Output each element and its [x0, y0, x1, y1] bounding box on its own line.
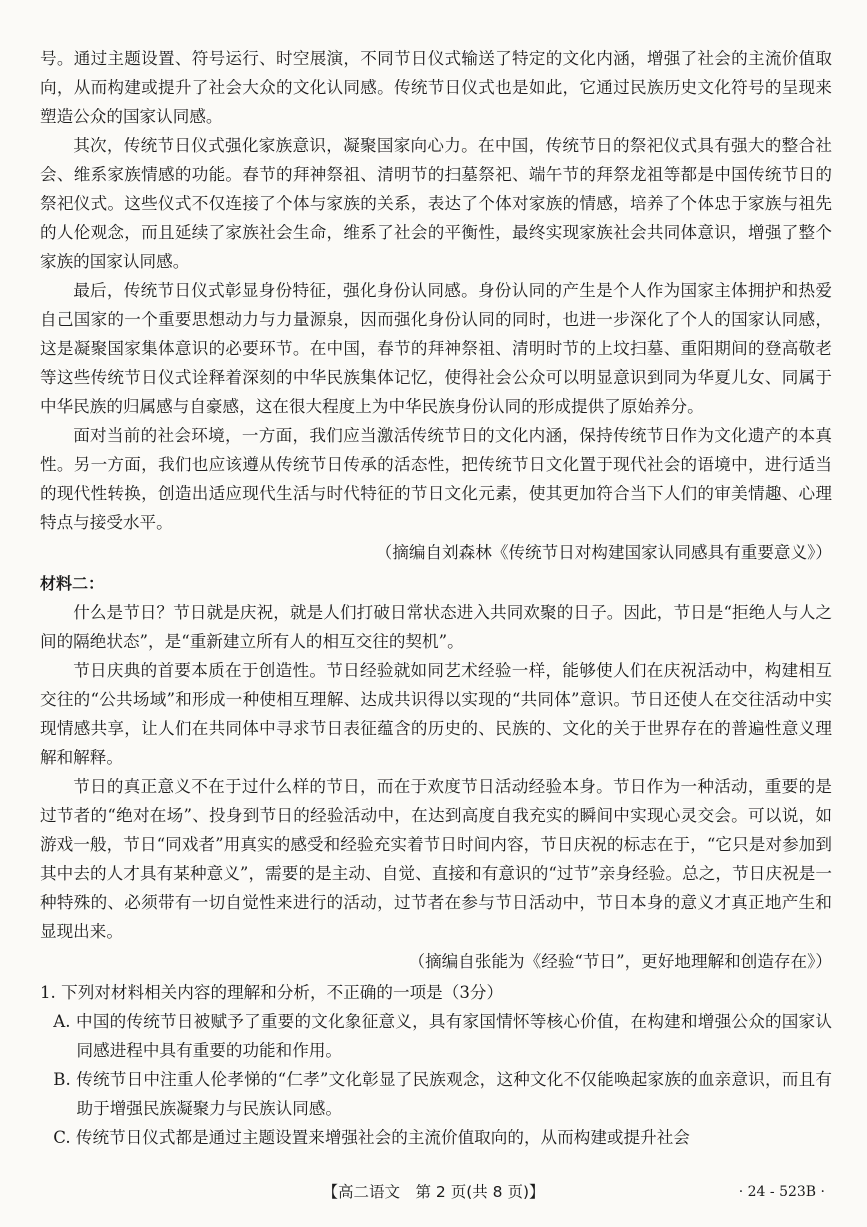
material1-paragraph: 其次，传统节日仪式强化家族意识，凝聚国家向心力。在中国，传统节日的祭祀仪式具有强大的整合社会、维系家族情感的功能。春节的拜神祭祖、清明节的扫墓祭祀、端午节的拜祭龙祖等都是中国传统节日的祭祀仪式。这些仪式不仅连接了个体与家族的关系，表达了个体对家族的情感，培养了个体忠于家族与祖先的人伦观念，而且延续了家族社会生命，维系了社会的平衡性，最终实现家族社会共同体意识，增强了整个家族的国家认同感。: [40, 136, 832, 271]
page-footer: [0, 1180, 867, 1210]
option-c: C. 传统节日仪式都是通过主题设置来增强社会的主流价值取向的，从而构建或提升社会: [53, 1128, 690, 1147]
material1-source: （摘编自刘森林《传统节日对构建国家认同感具有重要意义》）: [375, 543, 832, 562]
material2-paragraph: 节日的真正意义不在于过什么样的节日，而在于欢度节日活动经验本身。节日作为一种活动，重要的是过节者的“绝对在场”、投身到节日的经验活动中，在达到高度自我充实的瞬间中实现心灵交会。可以说，如游戏一般，节日“同戏者”用真实的感受和经验充实着节日时间内容，节日庆祝的标志在于，“它只是对参加到其中去的人才具有某种意义”，需要的是主动、自觉、直接和有意识的“过节”亲身经验。总之，节日庆祝是一种特殊的、必须带有一切自觉性来进行的活动，过节者在参与节日活动中，节日本身的意义才真正地产生和显现出来。: [40, 777, 832, 941]
footer-exam-code: · 24 - 523B ·: [738, 1184, 825, 1200]
page-content: [40, 44, 832, 1152]
material1-paragraph: 最后，传统节日仪式彰显身份特征，强化身份认同感。身份认同的产生是个人作为国家主体拥护和热爱自己国家的一个重要思想动力与力量源泉，因而强化身份认同的同时，也进一步深化了个人的国家认同感，这是凝聚国家集体意识的必要环节。在中国，春节的拜神祭祖、清明时节的上坟扫墓、重阳期间的登高敬老等这些传统节日仪式诠释着深刻的中华民族集体记忆，使得社会公众可以明显意识到同为华夏儿女、同属于中华民族的归属感与自豪感，这在很大程度上为中华民族身份认同的形成提供了原始养分。: [40, 281, 832, 416]
material2-source: （摘编自张能为《经验“节日”，更好地理解和创造存在》）: [408, 952, 832, 971]
footer-page-info: 【高二语文 第 2 页(共 8 页)】: [322, 1183, 545, 1201]
question-1: [40, 978, 832, 1152]
question-stem: 1. 下列对材料相关内容的理解和分析，不正确的一项是（3分）: [40, 983, 504, 1002]
option-b: B. 传统节日中注重人伦孝悌的“仁孝”文化彰显了民族观念，这种文化不仅能唤起家族的血亲意识，而且有助于增强民族凝聚力与民族认同感。: [53, 1070, 832, 1118]
material1-paragraph: 号。通过主题设置、符号运行、时空展演，不同节日仪式输送了特定的文化内涵，增强了社会的主流价值取向，从而构建或提升了社会大众的文化认同感。传统节日仪式也是如此，它通过民族历史文化符号的呈现来塑造公众的国家认同感。: [40, 49, 832, 126]
material2-paragraph: 节日庆典的首要本质在于创造性。节日经验就如同艺术经验一样，能够使人们在庆祝活动中，构建相互交往的“公共场域”和形成一种使相互理解、达成共识得以实现的“共同体”意识。节日还使人在交往活动中实现情感共享，让人们在共同体中寻求节日表征蕴含的历史的、民族的、文化的关于世界存在的普遍性意义理解和解释。: [40, 661, 832, 767]
material2-heading: 材料二：: [40, 574, 105, 593]
option-a: A. 中国的传统节日被赋予了重要的文化象征意义，具有家国情怀等核心价值，在构建和增强公众的国家认同感进程中具有重要的功能和作用。: [53, 1012, 832, 1060]
material2-paragraph: 什么是节日？节日就是庆祝，就是人们打破日常状态进入共同欢聚的日子。因此，节日是“拒绝人与人之间的隔绝状态”，是“重新建立所有人的相互交往的契机”。: [40, 603, 832, 651]
material1-paragraph: 面对当前的社会环境，一方面，我们应当激活传统节日的文化内涵，保持传统节日作为文化遗产的本真性。另一方面，我们也应该遵从传统节日传承的活态性，把传统节日文化置于现代社会的语境中，进行适当的现代性转换，创造出适应现代生活与时代特征的节日文化元素，使其更加符合当下人们的审美情趣、心理特点与接受水平。: [40, 426, 832, 532]
